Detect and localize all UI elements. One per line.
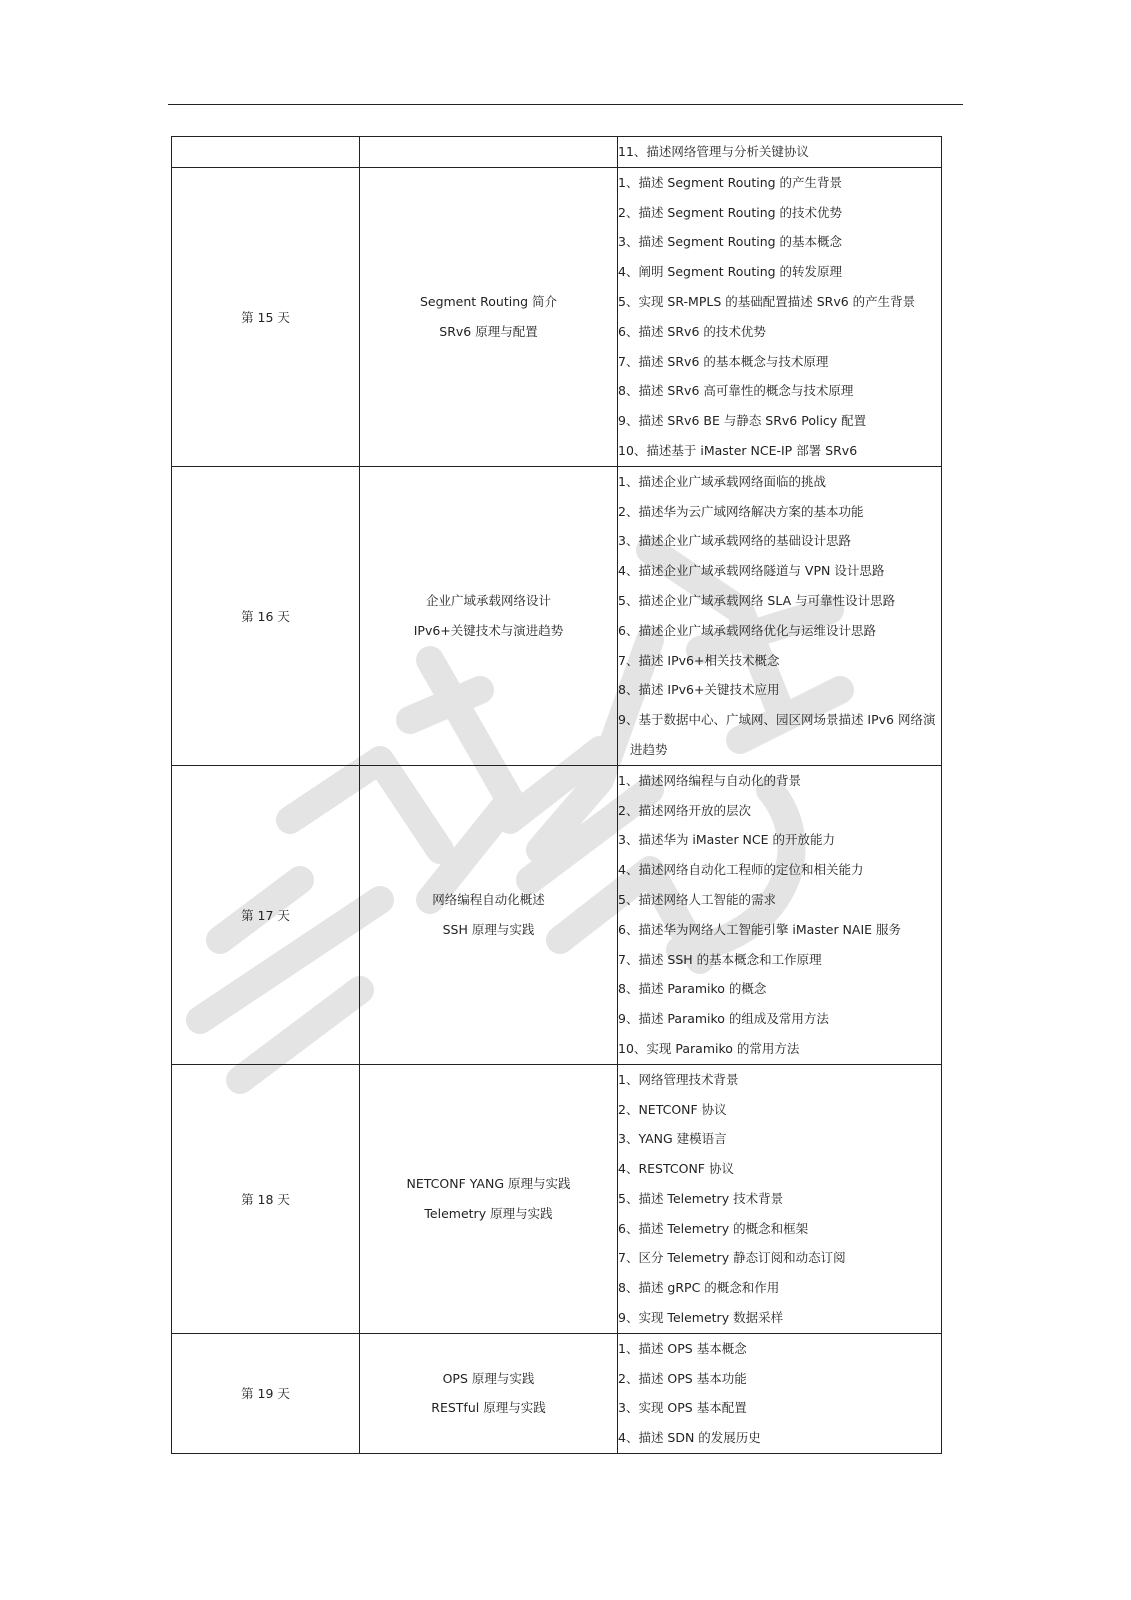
schedule-row <box>172 466 942 765</box>
day-cell: 第 17 天 <box>172 765 360 1064</box>
day-cell: 第 18 天 <box>172 1064 360 1333</box>
objectives-cell <box>618 765 942 1064</box>
topic-cell <box>360 1064 618 1333</box>
objective-item: 6、描述华为网络人工智能引擎 iMaster NAIE 服务 <box>618 921 902 937</box>
objective-item: 4、描述企业广域承载网络隧道与 VPN 设计思路 <box>618 563 885 579</box>
objective-item: 3、描述企业广域承载网络的基础设计思路 <box>618 533 851 549</box>
topic-title: OPS 原理与实践 <box>442 1370 535 1386</box>
header-rule <box>168 104 963 105</box>
day-cell: 第 16 天 <box>172 466 360 765</box>
objectives-cell <box>618 1064 942 1333</box>
objective-item: 9、基于数据中心、广域网、园区网场景描述 IPv6 网络演 <box>618 712 936 728</box>
objective-item: 2、描述网络开放的层次 <box>618 802 751 818</box>
objective-item: 8、描述 IPv6+关键技术应用 <box>618 682 780 698</box>
objective-item: 8、描述 Paramiko 的概念 <box>618 981 767 997</box>
objective-item: 1、描述网络编程与自动化的背景 <box>618 772 801 788</box>
topic-title: Telemetry 原理与实践 <box>424 1205 553 1221</box>
objective-item: 8、描述 gRPC 的概念和作用 <box>618 1280 780 1296</box>
objective-item: 3、实现 OPS 基本配置 <box>618 1400 747 1416</box>
schedule-row <box>172 137 942 168</box>
objective-item: 3、YANG 建模语言 <box>618 1131 727 1147</box>
objective-item: 4、描述 SDN 的发展历史 <box>618 1430 761 1446</box>
topic-cell <box>360 137 618 168</box>
objective-item: 进趋势 <box>630 741 668 757</box>
day-cell: 第 15 天 <box>172 167 360 466</box>
topic-cell <box>360 765 618 1064</box>
schedule-row <box>172 167 942 466</box>
objectives-cell <box>618 137 942 168</box>
topic-cell <box>360 466 618 765</box>
objective-item: 7、区分 Telemetry 静态订阅和动态订阅 <box>618 1250 846 1266</box>
objectives-cell <box>618 167 942 466</box>
topic-title: 企业广域承载网络设计 <box>425 592 551 608</box>
objective-item: 1、描述 Segment Routing 的产生背景 <box>618 174 843 190</box>
objective-item: 4、阐明 Segment Routing 的转发原理 <box>618 264 843 280</box>
day-cell <box>172 137 360 168</box>
objective-item: 5、描述企业广域承载网络 SLA 与可靠性设计思路 <box>618 592 896 608</box>
objective-item: 9、实现 Telemetry 数据采样 <box>618 1310 784 1326</box>
objective-item: 1、描述企业广域承载网络面临的挑战 <box>618 473 826 489</box>
topic-title: 网络编程自动化概述 <box>432 891 545 907</box>
schedule-row <box>172 765 942 1064</box>
objective-item: 5、描述 Telemetry 技术背景 <box>618 1190 784 1206</box>
topic-cell <box>360 167 618 466</box>
objective-item: 9、描述 SRv6 BE 与静态 SRv6 Policy 配置 <box>618 413 867 429</box>
objective-item: 2、描述 OPS 基本功能 <box>618 1370 747 1386</box>
objective-item: 10、实现 Paramiko 的常用方法 <box>618 1040 800 1056</box>
topic-title: SSH 原理与实践 <box>442 921 535 937</box>
objective-item: 7、描述 SSH 的基本概念和工作原理 <box>618 951 822 967</box>
course-schedule-table <box>171 136 942 1454</box>
objective-item: 10、描述基于 iMaster NCE-IP 部署 SRv6 <box>618 442 858 458</box>
topic-cell <box>360 1333 618 1453</box>
objective-item: 6、描述企业广域承载网络优化与运维设计思路 <box>618 622 876 638</box>
schedule-row <box>172 1333 942 1453</box>
topic-title: NETCONF YANG 原理与实践 <box>406 1175 571 1191</box>
objective-item: 11、描述网络管理与分析关键协议 <box>618 144 809 159</box>
objective-item: 1、网络管理技术背景 <box>618 1071 739 1087</box>
objective-item: 7、描述 SRv6 的基本概念与技术原理 <box>618 353 829 369</box>
objective-item: 1、描述 OPS 基本概念 <box>618 1340 747 1356</box>
objective-item: 4、RESTCONF 协议 <box>618 1161 734 1177</box>
day-cell: 第 19 天 <box>172 1333 360 1453</box>
objective-item: 5、描述网络人工智能的需求 <box>618 891 776 907</box>
objective-item: 8、描述 SRv6 高可靠性的概念与技术原理 <box>618 383 854 399</box>
objective-item: 4、描述网络自动化工程师的定位和相关能力 <box>618 862 864 878</box>
topic-title: SRv6 原理与配置 <box>439 323 538 339</box>
objectives-cell <box>618 466 942 765</box>
objective-item: 2、NETCONF 协议 <box>618 1101 727 1117</box>
objective-item: 2、描述华为云广域网络解决方案的基本功能 <box>618 503 864 519</box>
objective-item: 9、描述 Paramiko 的组成及常用方法 <box>618 1011 829 1027</box>
objective-item: 3、描述华为 iMaster NCE 的开放能力 <box>618 832 836 848</box>
schedule-row <box>172 1064 942 1333</box>
objective-item: 5、实现 SR-MPLS 的基础配置描述 SRv6 的产生背景 <box>618 293 916 309</box>
topic-title: Segment Routing 简介 <box>419 293 558 309</box>
objective-item: 6、描述 SRv6 的技术优势 <box>618 323 766 339</box>
objective-item: 2、描述 Segment Routing 的技术优势 <box>618 204 843 220</box>
topic-title: RESTful 原理与实践 <box>431 1400 546 1416</box>
objective-item: 6、描述 Telemetry 的概念和框架 <box>618 1220 809 1236</box>
topic-title: IPv6+关键技术与演进趋势 <box>413 622 564 638</box>
objective-item: 3、描述 Segment Routing 的基本概念 <box>618 234 843 250</box>
objective-item: 7、描述 IPv6+相关技术概念 <box>618 652 780 668</box>
objectives-cell <box>618 1333 942 1453</box>
